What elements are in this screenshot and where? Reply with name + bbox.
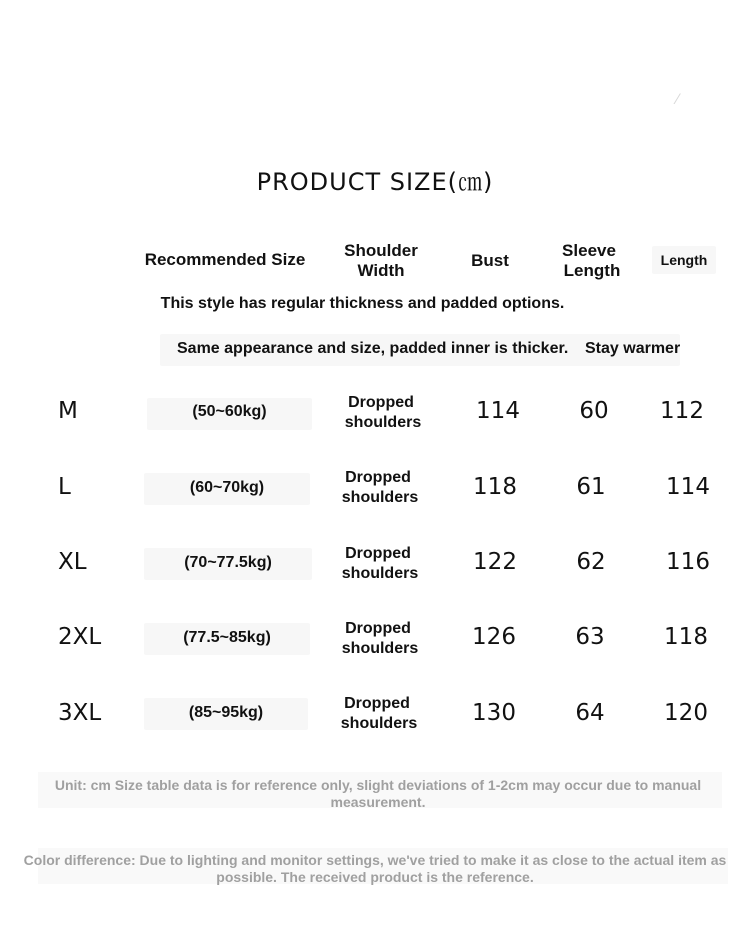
bust-value: 130 [472,700,516,726]
shoulder-line2: shoulders [341,489,419,506]
recommended-weight: (70~77.5kg) [184,554,272,571]
length-value: 112 [660,398,704,424]
sleeve-value: 62 [576,549,606,575]
shoulder-cell [320,619,440,659]
header-sleeve-length [550,241,634,281]
header-shoulder-line1: Shoulder [344,241,418,260]
shoulder-cell [319,694,439,734]
thickness-note: This style has regular thickness and padded options. [160,295,565,312]
length-value: 120 [664,700,708,726]
length-value: 116 [666,549,710,575]
bust-value: 114 [476,398,520,424]
padded-note: Same appearance and size, padded inner is thicker. [177,340,569,357]
bust-value: 118 [473,474,517,500]
recommended-weight: (50~60kg) [192,403,267,420]
sleeve-value: 61 [576,474,606,500]
header-shoulder-line2: Width [357,261,405,280]
header-recommended-size: Recommended Size [144,250,306,269]
length-value: 118 [664,624,708,650]
shoulder-cell [320,544,440,584]
header-sleeve-line2: Length [563,261,621,280]
shoulder-line1: Dropped [345,620,411,637]
length-value: 114 [666,474,710,500]
header-shoulder-width [321,241,441,281]
shoulder-line1: Dropped [345,469,411,486]
header-bust: Bust [471,251,509,270]
shoulder-line2: shoulders [341,565,419,582]
sleeve-value: 60 [579,398,609,424]
unit-note: Unit: cm Size table data is for reference only, slight deviations of 1-2cm may occur due to manual measurement. [54,777,702,810]
size-label: XL [58,549,87,575]
recommended-weight: (77.5~85kg) [183,629,271,646]
color-note: Color difference: Due to lighting and monitor settings, we've tried to make it as close to the actual item as possible. The received product is the reference. [23,852,727,885]
sleeve-value: 64 [575,700,605,726]
header-length: Length [660,252,708,268]
shoulder-line1: Dropped [348,394,414,411]
shoulder-cell [320,468,440,508]
bust-value: 122 [473,549,517,575]
shoulder-line2: shoulders [340,715,418,732]
shoulder-line1: Dropped [344,695,410,712]
page-title: PRODUCT SIZE(㎝) [256,168,494,196]
size-label: L [58,474,71,500]
size-label: 3XL [58,700,102,726]
shoulder-line1: Dropped [345,545,411,562]
shoulder-line2: shoulders [341,640,419,657]
warmer-note: Stay warmer [585,340,681,357]
recommended-weight: (85~95kg) [188,704,264,721]
size-label: M [58,398,78,424]
header-sleeve-line1: Sleeve [562,241,616,260]
recommended-weight: (60~70kg) [189,479,265,496]
sleeve-value: 63 [575,624,605,650]
shoulder-line2: shoulders [344,414,422,431]
size-label: 2XL [58,624,102,650]
bust-value: 126 [472,624,516,650]
shoulder-cell [323,393,443,433]
stray-mark: ⁄ [676,92,679,108]
